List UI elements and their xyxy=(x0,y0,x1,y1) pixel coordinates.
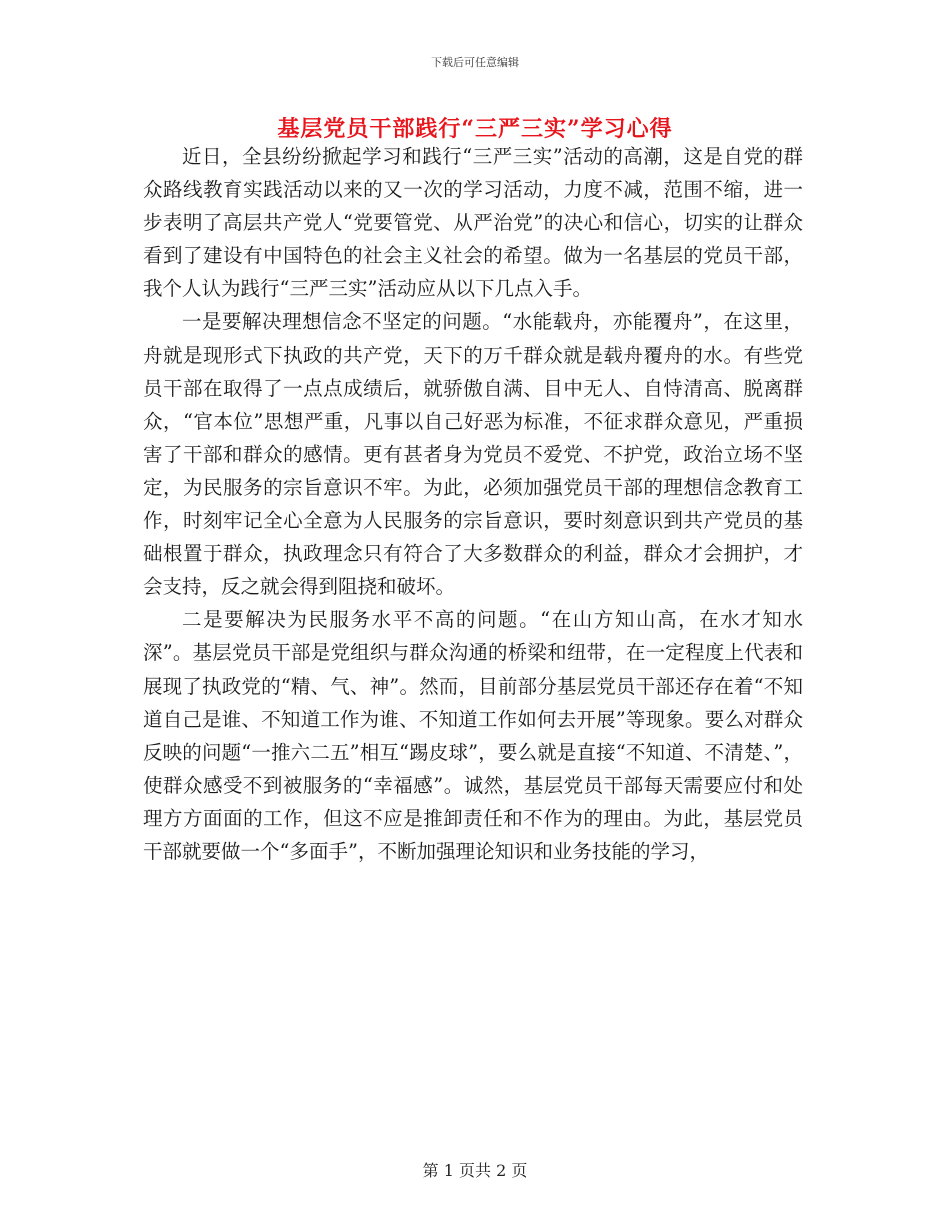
document-body xyxy=(143,140,803,868)
page-header-note: 下载后可任意编辑 xyxy=(431,56,519,69)
paragraph-intro: 近日，全县纷纷掀起学习和践行“三严三实”活动的高潮，这是自党的群众路线教育实践活动以来的又一次的学习活动，力度不减，范围不缩，进一步表明了高层共产党人“党要管党、从严治党”的决心和信心，切实的让群众看到了建设有中国特色的社会主义社会的希望。做为一名基层的党员干部，我个人认为践行“三严三实”活动应从以下几点入手。 xyxy=(143,145,803,301)
paragraph-point-two: 二是要解决为民服务水平不高的问题。“在山方知山高，在水才知水深”。基层党员干部是党组织与群众沟通的桥梁和纽带，在一定程度上代表和展现了执政党的“精、气、神”。然而，目前部分基层党员干部还存在着“不知道自己是谁、不知道工作为谁、不知道工作如何去开展”等现象。要么对群众反映的问题“一推六二五”相互“踢皮球”，要么就是直接“不知道、不清楚、”，使群众感受不到被服务的“幸福感”。诚然，基层党员干部每天需要应付和处理方方面面的工作，但这不应是推卸责任和不作为的理由。为此，基层党员干部就要做一个“多面手”，不断加强理论知识和业务技能的学习， xyxy=(143,608,803,863)
page-number: 第 1 页共 2 页 xyxy=(422,1161,528,1180)
document-title: 基层党员干部践行“三严三实”学习心得 xyxy=(277,116,673,142)
paragraph-point-one: 一是要解决理想信念不坚定的问题。“水能载舟，亦能覆舟”，在这里，舟就是现形式下执政的共产党，天下的万千群众就是载舟覆舟的水。有些党员干部在取得了一点点成绩后，就骄傲自满、目中无人、自恃清高、脱离群众，“官本位”思想严重，凡事以自己好恶为标准，不征求群众意见，严重损害了干部和群众的感情。更有甚者身为党员不爱党、不护党，政治立场不坚定，为民服务的宗旨意识不牢。为此，必须加强党员干部的理想信念教育工作，时刻牢记全心全意为人民服务的宗旨意识，要时刻意识到共产党员的基础根置于群众，执政理念只有符合了大多数群众的利益，群众才会拥护，才会支持，反之就会得到阻挠和破坏。 xyxy=(143,310,803,599)
